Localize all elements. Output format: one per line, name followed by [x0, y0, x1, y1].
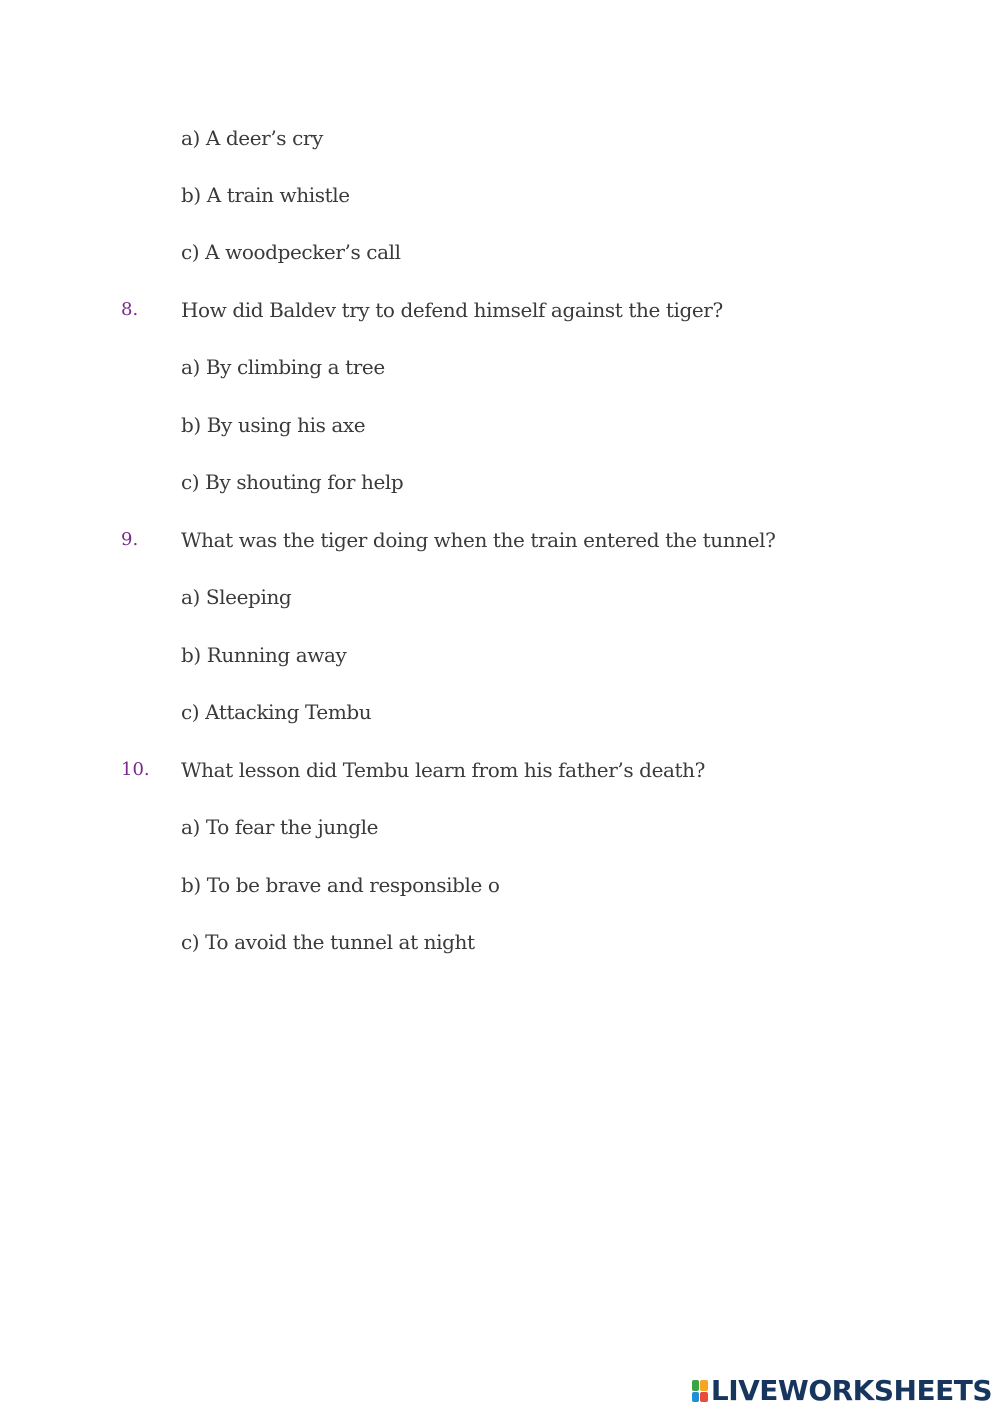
option-text: b) To be brave and responsible o [181, 873, 500, 897]
option-text: a) To fear the jungle [181, 815, 379, 839]
liveworksheets-logo-icon [692, 1380, 708, 1402]
logo-square-red [700, 1392, 707, 1403]
question-text: What lesson did Tembu learn from his father’s death? [181, 758, 705, 782]
option-text: b) By using his axe [181, 413, 366, 437]
question-number: 8. [121, 299, 139, 320]
question-text: What was the tiger doing when the train entered the tunnel? [181, 528, 776, 552]
option-text: b) A train whistle [181, 183, 350, 207]
option-text: a) By climbing a tree [181, 355, 385, 379]
option-text: c) To avoid the tunnel at night [181, 930, 475, 954]
option-text: b) Running away [181, 643, 347, 667]
liveworksheets-brand [692, 1374, 992, 1408]
logo-square-blue [692, 1392, 699, 1403]
option-text: a) Sleeping [181, 585, 292, 609]
question-number: 9. [121, 529, 139, 550]
logo-square-green [692, 1380, 699, 1391]
option-text: c) Attacking Tembu [181, 700, 372, 724]
brand-name: LIVEWORKSHEETS [710, 1374, 992, 1407]
option-text: c) By shouting for help [181, 470, 404, 494]
question-text: How did Baldev try to defend himself against the tiger? [181, 298, 723, 322]
option-text: c) A woodpecker’s call [181, 240, 401, 264]
option-text: a) A deer’s cry [181, 126, 323, 150]
question-number: 10. [121, 759, 150, 780]
logo-square-orange [700, 1380, 707, 1391]
